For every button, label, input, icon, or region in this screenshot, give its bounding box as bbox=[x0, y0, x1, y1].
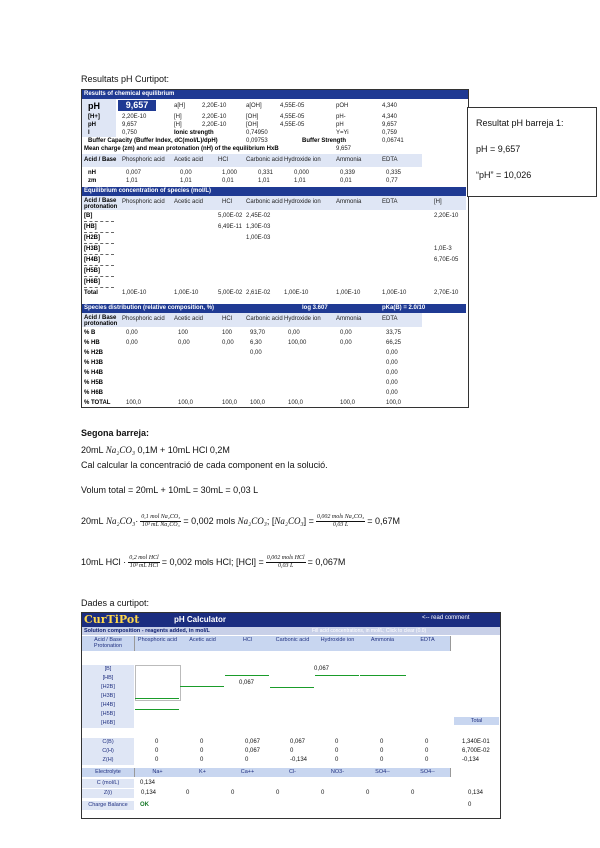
species-cell: 0,00 bbox=[340, 340, 352, 346]
column-header: Acid / Base Protonation bbox=[82, 636, 135, 651]
curtipot-input-figure: CurTiPot pH Calculator <-- read comment Solution composition - reagents added, in mol/L Fill acid concentrations, in mol/L; Click to clear (0.0) Acid / Base Protonation Phosphoric acid Acetic acid HCl Carbonic acid Hydroxide ion Ammonia EDTA [B] [HB] [H2B] [H3B] [H4B] [H5B] [H6B] 0,067 0,067 Total C(B) 0 0 0,067 0,067 0 0 0 1,340E-01 C(H) 0 0 0,067 0 0 0 0 6,700E-02 Z(H) 0 0 0 -0,134 0 0 0 -0,134 Electrolyte Na+ K+ Ca++ Cl- NO3- SO4-- SO4-- C (mol/L) 0,134 Z(i) 0,134 0 0 0 0 0 0 0,134 Charge Balance OK 0 bbox=[81, 612, 501, 819]
eq-row-label: [H6B] bbox=[84, 279, 100, 285]
species-cell: 0,00 bbox=[222, 340, 234, 346]
electrolyte-z-cell: 0 bbox=[276, 790, 280, 796]
eq-row-label: [H3B] bbox=[84, 246, 100, 252]
result-row-label: C(H) bbox=[82, 747, 134, 756]
row-divider bbox=[84, 265, 114, 266]
hcl-input[interactable]: 0,067 bbox=[239, 680, 255, 686]
electrolyte-header: Cl- bbox=[270, 768, 316, 777]
result-row-label: C(B) bbox=[82, 738, 134, 747]
eq-cell: 1,00E-03 bbox=[246, 235, 271, 241]
column-header: EDTA bbox=[405, 636, 451, 651]
electrolyte-conc-label: C (mol/L) bbox=[82, 779, 134, 788]
row-divider bbox=[84, 287, 114, 288]
mean-charge-label: Mean charge (zm) and mean protonation (nH) of the equilibrium HxB bbox=[84, 146, 279, 152]
electrolyte-header: Na+ bbox=[135, 768, 181, 777]
curtipot-title: pH Calculator bbox=[174, 615, 227, 624]
species-cell: 0,00 bbox=[386, 390, 398, 396]
row-divider bbox=[84, 221, 114, 222]
electrolyte-z-cell: 0 bbox=[321, 790, 325, 796]
result-cell: 0 bbox=[380, 748, 384, 754]
eq-cell: 5,00E-02 bbox=[218, 213, 243, 219]
species-row-label: % H5B bbox=[84, 380, 104, 386]
eq-cell: 5,00E-02 bbox=[218, 290, 243, 296]
carbonic-input[interactable]: 0,067 bbox=[314, 666, 330, 672]
eq-cell: 6,49E-11 bbox=[218, 224, 242, 230]
row-label: [H5B] bbox=[82, 710, 134, 719]
eq-cell: 1,30E-03 bbox=[246, 224, 271, 230]
total-volume: Volum total = 20mL + 10mL = 30mL = 0,03 L bbox=[81, 485, 259, 495]
eq-row-label: [HB] bbox=[84, 224, 97, 230]
electrolyte-header: K+ bbox=[180, 768, 226, 777]
species-cell: 100,0 bbox=[126, 400, 142, 406]
eq-row-label: [B] bbox=[84, 213, 93, 219]
species-cell: 100,0 bbox=[288, 400, 304, 406]
result-cell: 0 bbox=[425, 739, 429, 745]
species-cell: 0,00 bbox=[250, 350, 262, 356]
electrolyte-z-cell: 0,134 bbox=[468, 790, 484, 796]
eq-cell: 1,00E-10 bbox=[284, 290, 309, 296]
row-divider bbox=[84, 232, 114, 233]
result-cell: 0,067 bbox=[290, 739, 306, 745]
electrolyte-header: Ca++ bbox=[225, 768, 271, 777]
electrolyte-z-cell: 0 bbox=[231, 790, 235, 796]
species-cell: 100,00 bbox=[288, 340, 307, 346]
eq-cell: 2,45E-02 bbox=[246, 213, 271, 219]
electrolyte-header: NO3- bbox=[315, 768, 361, 777]
species-cell: 0,00 bbox=[178, 340, 190, 346]
charge-balance-value: 0 bbox=[468, 802, 472, 808]
result-box bbox=[467, 107, 597, 197]
electrolyte-header: SO4-- bbox=[360, 768, 406, 777]
electrolyte-z-cell: 0 bbox=[366, 790, 370, 796]
eq-row-label: [H5B] bbox=[84, 268, 100, 274]
row-label: [H4B] bbox=[82, 701, 134, 710]
result-cell: 0 bbox=[200, 757, 204, 763]
result-cell: 0 bbox=[200, 748, 204, 754]
eq-cell: 1,00E-10 bbox=[174, 290, 199, 296]
species-cell: 0,00 bbox=[126, 330, 138, 336]
species-row-label: % H2B bbox=[84, 350, 104, 356]
result-cell: 0 bbox=[290, 748, 294, 754]
species-cell: 100,0 bbox=[178, 400, 194, 406]
column-header: Acetic acid bbox=[180, 636, 226, 651]
section-title-distribution: Species distribution (relative composition, %) log 3.607 pKa(B) = 2.0/10 bbox=[82, 304, 466, 313]
result-total: 1,340E-01 bbox=[462, 739, 490, 745]
result-cell: 0 bbox=[335, 748, 339, 754]
instruction-text: Cal calcular la concentració de cada component en la solució. bbox=[81, 460, 328, 470]
species-cell: 33,75 bbox=[386, 330, 402, 336]
ph-value: 9,657 bbox=[118, 100, 156, 111]
result-cell: 0 bbox=[155, 748, 159, 754]
eq-row-label: [H4B] bbox=[84, 257, 100, 263]
species-row-label: % B bbox=[84, 330, 96, 336]
section-title: Segona barreja: bbox=[81, 428, 150, 438]
eq-row-label: Total bbox=[84, 290, 98, 296]
species-cell: 0,00 bbox=[126, 340, 138, 346]
species-row-label: % H3B bbox=[84, 360, 104, 366]
result-ph2: “pH” = 10,026 bbox=[476, 170, 532, 180]
result-cell: 0 bbox=[380, 739, 384, 745]
curtipot-logo: CurTiPot bbox=[84, 613, 140, 626]
species-cell: 0,00 bbox=[340, 330, 352, 336]
row-label: [B] bbox=[82, 665, 134, 674]
column-header: Hydroxide ion bbox=[315, 636, 361, 651]
species-row-label: % HB bbox=[84, 340, 100, 346]
result-cell: 0 bbox=[335, 739, 339, 745]
electrolyte-header: SO4-- bbox=[405, 768, 451, 777]
phosphoric-input[interactable] bbox=[135, 665, 181, 701]
result-cell: 0 bbox=[425, 748, 429, 754]
buffer-capacity-label: Buffer Capacity (Buffer Index, dC(mol/L)/dpH) bbox=[88, 138, 218, 144]
electrolyte-z-label: Z(i) bbox=[82, 789, 134, 798]
column-header: Phosphoric acid bbox=[135, 636, 181, 651]
species-cell: 0,00 bbox=[288, 330, 300, 336]
result-cell: 0 bbox=[425, 757, 429, 763]
result-total: -0,134 bbox=[462, 757, 480, 763]
mix-description: 20mL Na₂CO₃ 0,1M + 10mL HCl 0,2M bbox=[81, 445, 230, 455]
charge-balance-ok: OK bbox=[140, 802, 149, 808]
species-cell: 100 bbox=[222, 330, 233, 336]
total-header: Total bbox=[454, 717, 499, 725]
electrolyte-z-cell: 0 bbox=[186, 790, 190, 796]
section-title-concentration: Equilibrium concentration of species (mol/L) bbox=[82, 187, 466, 196]
result-cell: -0,134 bbox=[290, 757, 308, 763]
result-total: 6,700E-02 bbox=[462, 748, 490, 754]
charge-balance-label: Charge Balance bbox=[82, 801, 134, 810]
row-divider bbox=[84, 276, 114, 277]
column-header: Ammonia bbox=[360, 636, 406, 651]
species-cell: 0,00 bbox=[386, 380, 398, 386]
result-ph: pH = 9,657 bbox=[476, 144, 521, 154]
eq-row-label: [H2B] bbox=[84, 235, 100, 241]
electrolyte-z-cell: 0,134 bbox=[141, 790, 157, 796]
species-cell: 0,00 bbox=[386, 350, 398, 356]
species-cell: 100,0 bbox=[386, 400, 402, 406]
species-cell: 100,0 bbox=[250, 400, 266, 406]
column-header: HCl bbox=[225, 636, 271, 651]
eq-cell: 2,61E-02 bbox=[246, 290, 271, 296]
eq-cell: 6,70E-05 bbox=[434, 257, 459, 263]
electrolyte-conc-value[interactable]: 0,134 bbox=[140, 780, 156, 786]
electrolyte-header: Electrolyte bbox=[82, 768, 135, 777]
heading-results: Resultats pH Curtipot: bbox=[81, 74, 170, 84]
species-row-label: % TOTAL bbox=[84, 400, 111, 406]
heading-curtipot-data: Dades a curtipot: bbox=[81, 598, 150, 608]
column-header: Carbonic acid bbox=[270, 636, 316, 651]
row-label: [H3B] bbox=[82, 692, 134, 701]
species-row-label: % H6B bbox=[84, 390, 104, 396]
row-divider bbox=[84, 254, 114, 255]
result-cell: 0 bbox=[245, 757, 249, 763]
result-box-title: Resultat pH barreja 1: bbox=[476, 118, 564, 128]
result-cell: 0,067 bbox=[245, 739, 261, 745]
section-title-equilibrium: Results of chemical equilibrium bbox=[82, 90, 468, 99]
result-cell: 0 bbox=[200, 739, 204, 745]
species-row-label: % H4B bbox=[84, 370, 104, 376]
result-cell: 0 bbox=[155, 739, 159, 745]
species-cell: 100,0 bbox=[222, 400, 238, 406]
eq-cell: 1,00E-10 bbox=[336, 290, 361, 296]
row-label: [H2B] bbox=[82, 683, 134, 692]
curtipot-results-figure: Results of chemical equilibrium pH 9,657 a[H] 2,20E-10 a[OH] 4,55E-05 pOH 4,340 [H+] 2,20E-10 [H] 2,20E-10 [OH] 4,55E-05 pH- 4,340 pH 9,657 [H] 2,20E-10 [OH] 4,55E-05 pH 9,657 I 0,750 Ionic strength 0,74950 Y=Yi 0,759 Buffer Capacity (Buffer Index, dC(mol/L)/dpH) 0,09753 Buffer Strength 0,06741 Mean charge (zm) and mean protonation (nH) of the equilibrium HxB 9,657 Acid / Base Phosphoric acid Acetic acid HCl Carbonic acid Hydroxide ion Ammonia EDTA nH 0,007 0,00 1,000 0,331 0,000 0,339 0,335 zm 1,01 1,01 0,01 1,01 1,01 0,01 0,77 Equilibrium concentration of species (mol/L) Acid / Base protonation Phosphoric acid Acetic acid HCl Carbonic acid Hydroxide ion Ammonia EDTA [H] [B] 5,00E-02 2,45E-02 2,20E-10 [HB] 6,49E-11 1,30E-03 [H2B] 1,00E-03 [H3B] 1,0E-3 [H4B] 6,70E-05 [H5B] [H6B] Total 1,00E-10 1,00E-10 5,00E-02 2,61E-02 1,00E-10 1,00E-10 1,00E-10 2,70E-10 Species distribution (relative composition, %) log 3.607 pKa(B) = 2.0/10 Acid / Base protonation Phosphoric acid Acetic acid HCl Carbonic acid Hydroxide ion Ammonia EDTA % B 0,00 100 100 93,70 0,00 0,00 33,75 % HB 0,00 0,00 0,00 6,30 100,00 0,00 66,25 % H2B 0,00 0,00 % H3B 0,00 % H4B 0,00 % H5B 0,00 % H6B 0,00 % TOTAL 100,0 100,0 100,0 100,0 100,0 100,0 100,0 bbox=[81, 89, 469, 408]
row-divider bbox=[84, 243, 114, 244]
eq-cell: 1,00E-10 bbox=[122, 290, 147, 296]
species-cell: 93,70 bbox=[250, 330, 266, 336]
result-cell: 0 bbox=[155, 757, 159, 763]
result-cell: 0 bbox=[380, 757, 384, 763]
electrolyte-z-cell: 0 bbox=[411, 790, 415, 796]
species-cell: 0,00 bbox=[386, 370, 398, 376]
species-cell: 100 bbox=[178, 330, 189, 336]
read-comment-link[interactable]: <-- read comment bbox=[422, 615, 470, 621]
result-row-label: Z(H) bbox=[82, 756, 134, 765]
eq-cell: 1,0E-3 bbox=[434, 246, 452, 252]
eq-cell: 2,70E-10 bbox=[434, 290, 459, 296]
species-cell: 6,30 bbox=[250, 340, 262, 346]
row-label: [HB] bbox=[82, 674, 134, 683]
species-cell: 100,0 bbox=[340, 400, 356, 406]
result-cell: 0 bbox=[335, 757, 339, 763]
row-label: [H6B] bbox=[82, 719, 134, 728]
curtipot-titlebar bbox=[82, 613, 500, 627]
species-cell: 0,00 bbox=[386, 360, 398, 366]
equation-na2co3: 20mL Na₂CO₃ · $\frac{\text{0,1 mol Na₂CO₃}}{\text{10³ mL Na₂CO₃}}$ = 0,002 mols Na₂CO₃ ; [ Na₂CO₃ ] = $\frac{\text{0,002 mols Na₂CO₃}}{0,03 L}$ = 0,67M bbox=[81, 514, 401, 528]
equation-hcl: 10mL HCl · $\frac{\text{0,2 mol HCl}}{\text{10³ mL HCl}}$ = 0,002 mols HCl; [HCl] = $\frac{\text{0,002 mols HCl}}{0,03 L}$ = 0,067M bbox=[81, 555, 346, 569]
eq-cell: 1,00E-10 bbox=[382, 290, 407, 296]
result-cell: 0,067 bbox=[245, 748, 261, 754]
eq-cell: 2,20E-10 bbox=[434, 213, 459, 219]
species-cell: 66,25 bbox=[386, 340, 402, 346]
ph-label: pH bbox=[88, 101, 100, 111]
